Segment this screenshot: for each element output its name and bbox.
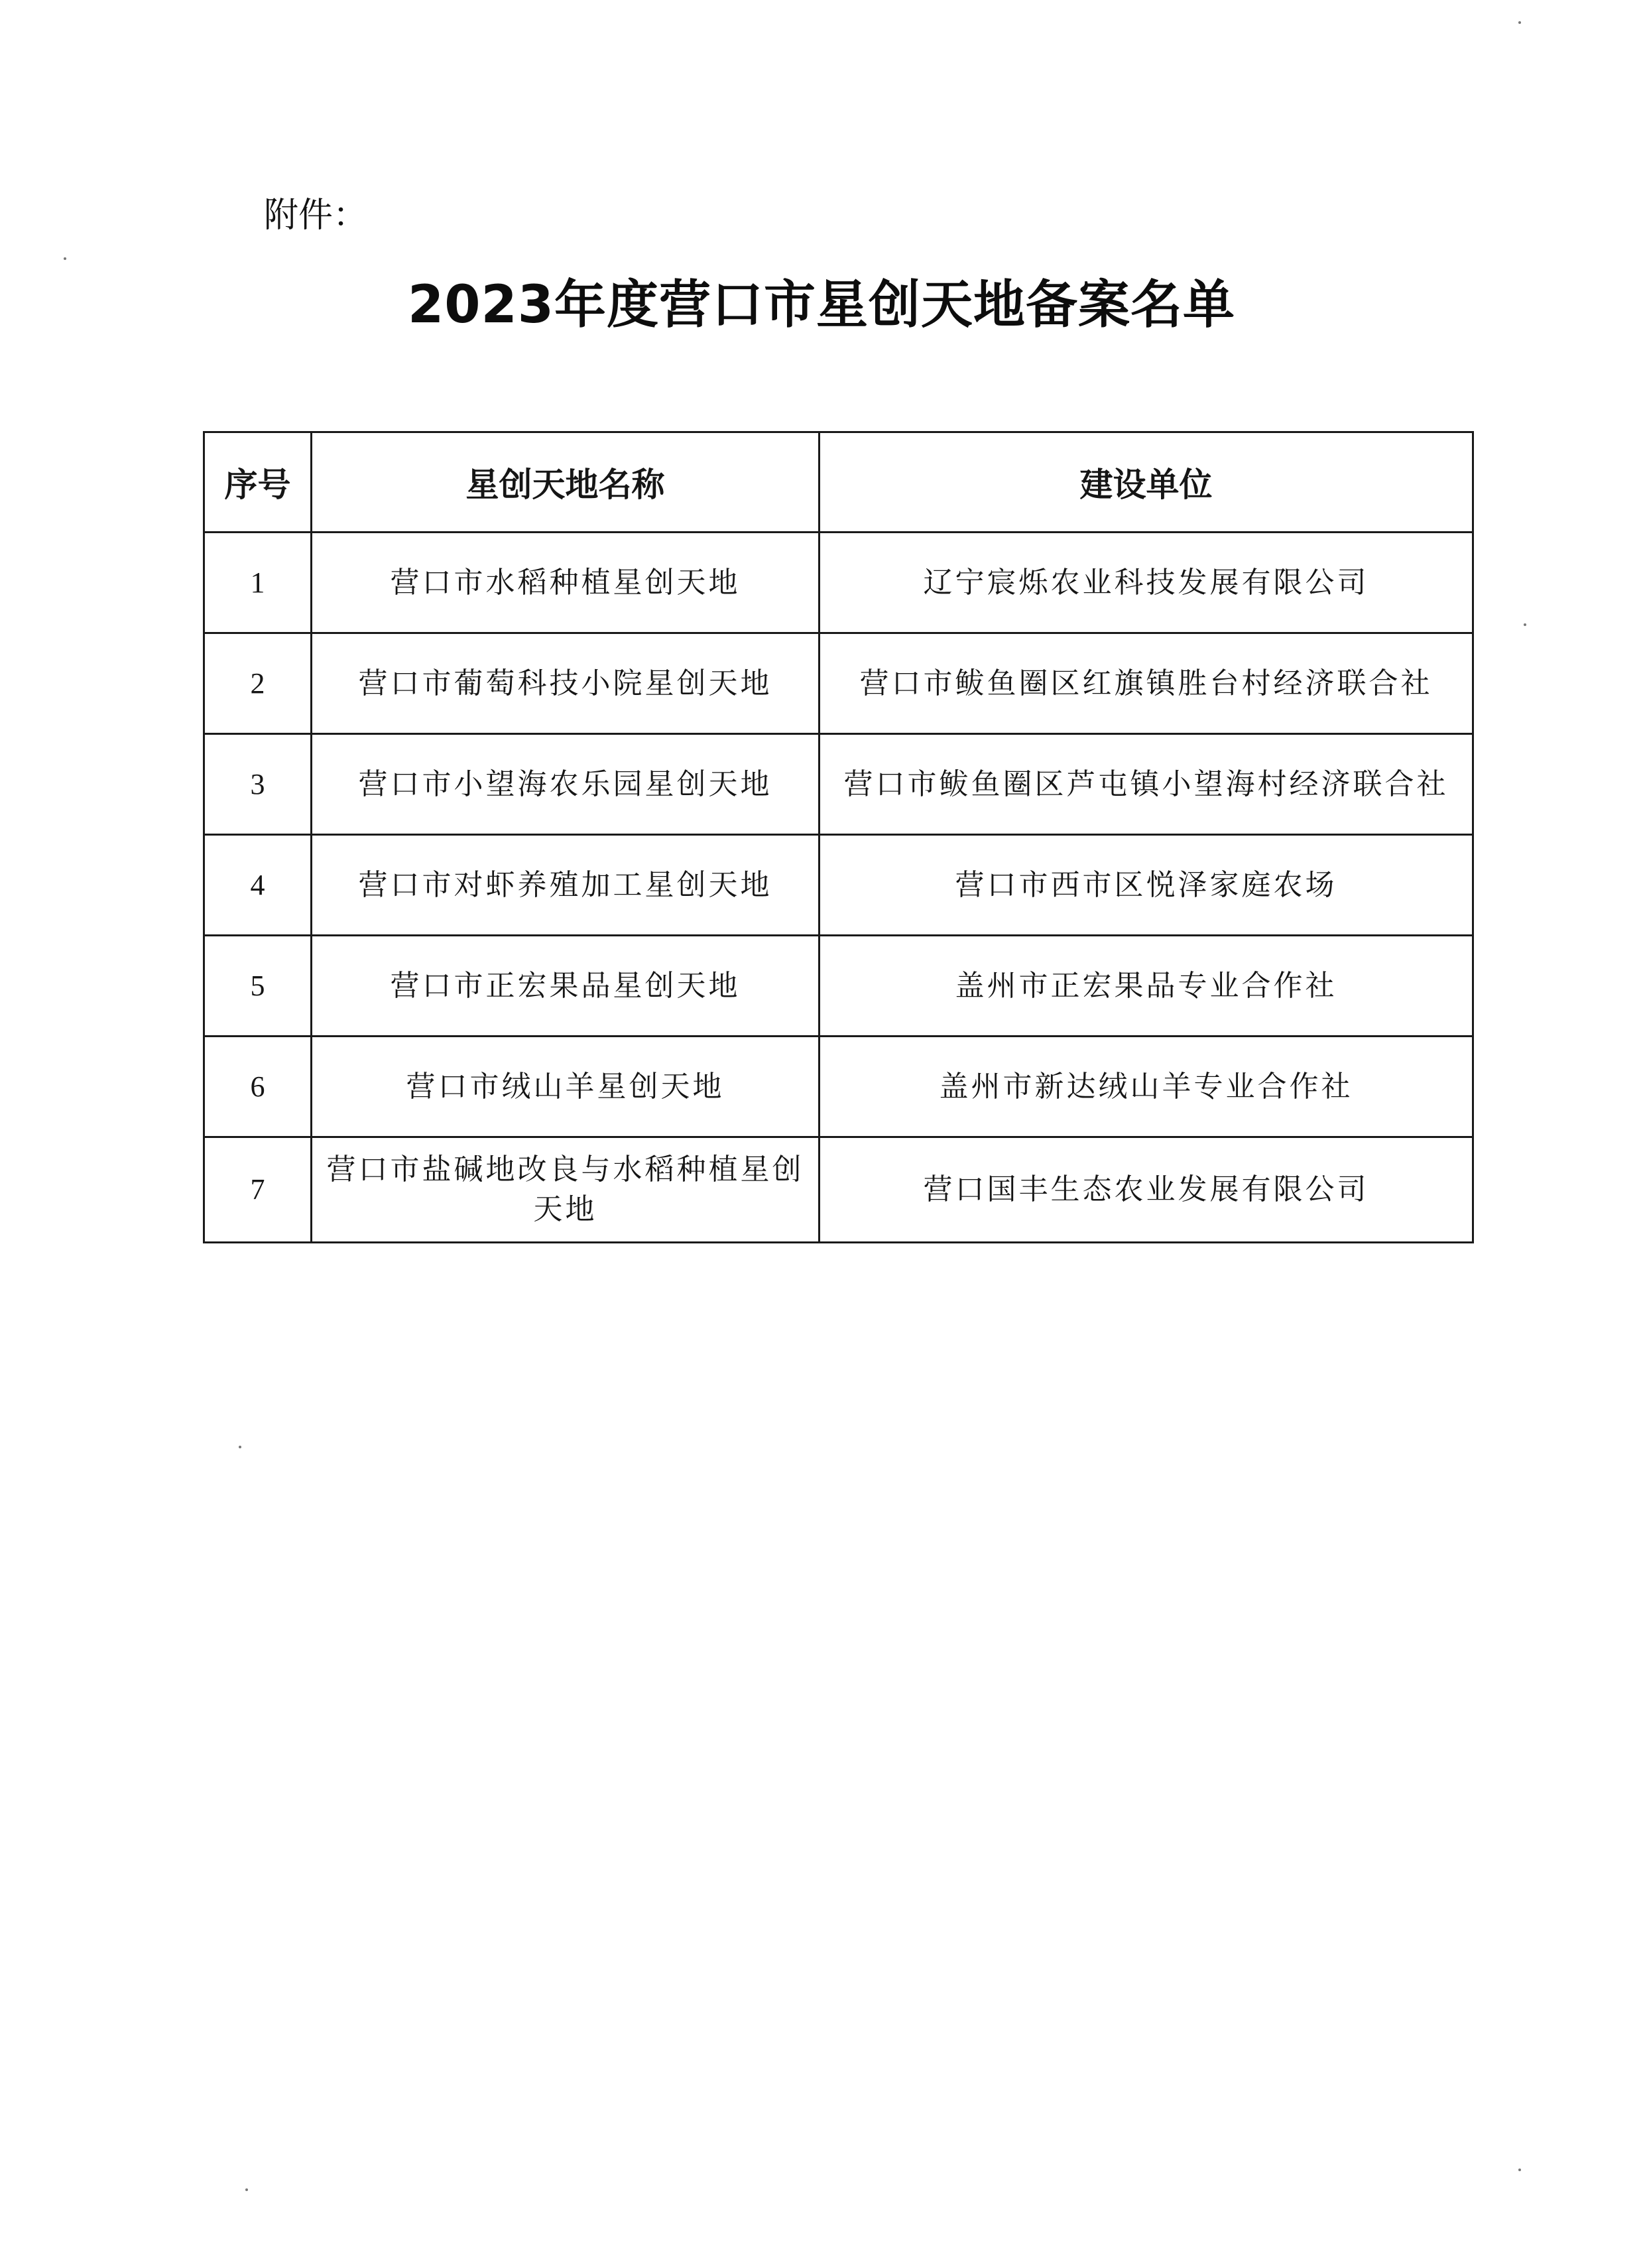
row-unit: 辽宁宸烁农业科技发展有限公司 bbox=[820, 533, 1473, 633]
row-name: 营口市小望海农乐园星创天地 bbox=[312, 734, 820, 835]
table-row bbox=[204, 633, 1473, 734]
row-unit: 盖州市正宏果品专业合作社 bbox=[820, 936, 1473, 1037]
scan-speck bbox=[64, 257, 66, 260]
table-row bbox=[204, 1037, 1473, 1137]
row-no: 6 bbox=[204, 1037, 312, 1137]
row-name: 营口市正宏果品星创天地 bbox=[312, 936, 820, 1037]
table-row bbox=[204, 936, 1473, 1037]
scan-speck bbox=[1518, 21, 1521, 24]
row-unit: 营口市鲅鱼圈区芦屯镇小望海村经济联合社 bbox=[820, 734, 1473, 835]
document-title: 2023年度营口市星创天地备案名单 bbox=[407, 275, 1236, 335]
table-header-row bbox=[204, 432, 1473, 533]
row-unit: 盖州市新达绒山羊专业合作社 bbox=[820, 1037, 1473, 1137]
row-unit: 营口国丰生态农业发展有限公司 bbox=[820, 1137, 1473, 1243]
row-no: 3 bbox=[204, 734, 312, 835]
table-row bbox=[204, 533, 1473, 633]
scan-speck bbox=[1518, 2169, 1521, 2171]
row-name: 营口市葡萄科技小院星创天地 bbox=[312, 633, 820, 734]
scan-speck bbox=[245, 2188, 248, 2191]
row-name: 营口市盐碱地改良与水稻种植星创天地 bbox=[312, 1137, 820, 1243]
row-no: 4 bbox=[204, 835, 312, 936]
row-no: 2 bbox=[204, 633, 312, 734]
scan-speck bbox=[239, 1446, 241, 1448]
header-no: 序号 bbox=[204, 432, 312, 533]
roster-table bbox=[203, 431, 1474, 1243]
row-no: 5 bbox=[204, 936, 312, 1037]
header-name: 星创天地名称 bbox=[312, 432, 820, 533]
row-unit: 营口市西市区悦泽家庭农场 bbox=[820, 835, 1473, 936]
row-no: 7 bbox=[204, 1137, 312, 1243]
row-unit: 营口市鲅鱼圈区红旗镇胜台村经济联合社 bbox=[820, 633, 1473, 734]
header-unit: 建设单位 bbox=[820, 432, 1473, 533]
table-row bbox=[204, 734, 1473, 835]
row-no: 1 bbox=[204, 533, 312, 633]
table-row bbox=[204, 1137, 1473, 1243]
scan-speck bbox=[1524, 623, 1526, 626]
table-row bbox=[204, 835, 1473, 936]
row-name: 营口市水稻种植星创天地 bbox=[312, 533, 820, 633]
row-name: 营口市对虾养殖加工星创天地 bbox=[312, 835, 820, 936]
row-name: 营口市绒山羊星创天地 bbox=[312, 1037, 820, 1137]
attachment-label: 附件： bbox=[264, 196, 368, 235]
